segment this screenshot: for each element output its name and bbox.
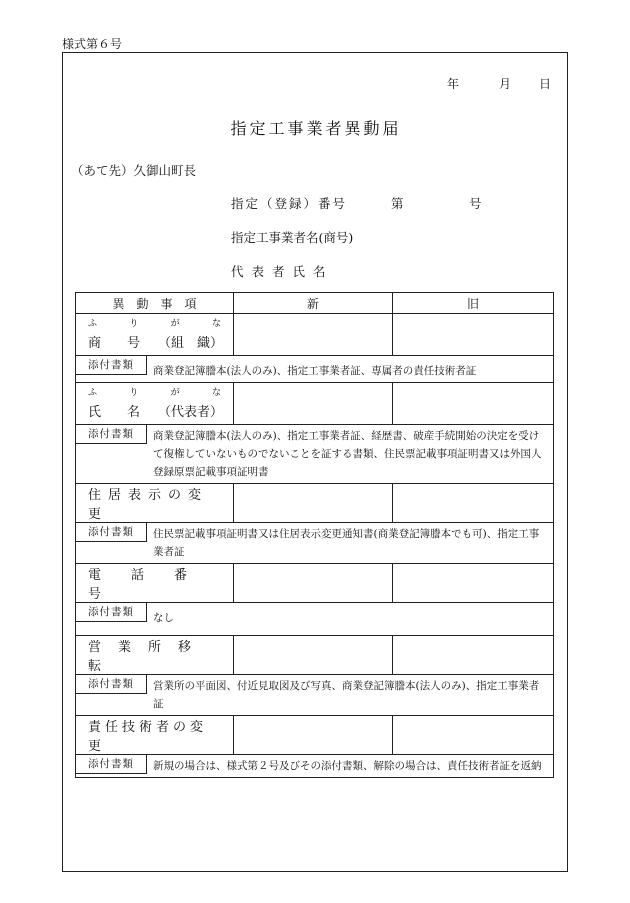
table-row — [76, 564, 554, 603]
furigana — [76, 314, 233, 329]
item-cell — [76, 564, 234, 603]
form-frame — [62, 52, 568, 872]
attachment-label: 添付書類 — [76, 425, 147, 444]
header-new: 新 — [234, 293, 393, 314]
designation-gou: 号 — [469, 196, 482, 211]
item-cell — [76, 716, 234, 755]
item-cell — [76, 383, 234, 425]
furigana-char: り — [129, 319, 139, 329]
form-title: 指定工事業者異動届 — [230, 119, 402, 138]
new-value-cell[interactable] — [234, 636, 393, 675]
header-item: 異 動 事 項 — [76, 293, 234, 314]
furigana-char: ふ — [88, 388, 98, 398]
table-row — [76, 636, 554, 675]
representative-label: 代表者氏名 — [231, 264, 334, 279]
table-row — [76, 314, 554, 356]
old-value-cell[interactable] — [393, 564, 554, 603]
furigana-char: ふ — [88, 319, 98, 329]
attachment-text: 商業登記簿謄本(法人のみ)、指定工事業者証、専属者の責任技術者証 — [153, 365, 477, 377]
furigana-char: な — [211, 388, 221, 398]
header-old: 旧 — [393, 293, 554, 314]
date-line — [447, 75, 551, 92]
date-year: 年 — [446, 77, 459, 91]
attachment-text: 商業登記簿謄本(法人のみ)、指定工事業者証、経歴書、破産手続開始の決定を受けて復権していないものでないことを証する書類、住民票記載事項証明書又は外国人登録原票記載事項証明書 — [153, 430, 542, 478]
old-value-cell[interactable] — [393, 314, 554, 356]
attachment-text: なし — [153, 612, 174, 624]
addressee: （あて先）久御山町長 — [71, 163, 197, 178]
new-value-cell[interactable] — [234, 484, 393, 523]
date-month: 月 — [498, 77, 511, 91]
item-label: 商 号 — [88, 336, 141, 351]
designation-dai: 第 — [391, 196, 404, 211]
new-value-cell[interactable] — [234, 564, 393, 603]
attachment-label: 添付書類 — [76, 603, 147, 622]
form-number: 様式第６号 — [62, 37, 123, 51]
table-header-row — [76, 293, 554, 314]
new-value-cell[interactable] — [234, 383, 393, 425]
attachment-label: 添付書類 — [76, 523, 147, 542]
old-value-cell[interactable] — [393, 383, 554, 425]
attachment-row — [76, 675, 554, 716]
item-label: 住居表示の変更 — [88, 488, 209, 522]
furigana-char: が — [170, 388, 180, 398]
furigana-char: り — [129, 388, 139, 398]
item-cell — [76, 636, 234, 675]
furigana-char: な — [211, 319, 221, 329]
date-day: 日 — [538, 77, 551, 91]
attachment-label: 添付書類 — [76, 356, 147, 375]
new-value-cell[interactable] — [234, 314, 393, 356]
attachment-row — [76, 356, 554, 383]
attachment-text: 新規の場合は、様式第２号及びその添付書類、解除の場合は、責任技術者証を返納 — [153, 760, 542, 772]
attachment-row — [76, 523, 554, 564]
item-cell — [76, 314, 234, 356]
item-label: 責任技術者の変更 — [88, 720, 208, 754]
table-row — [76, 383, 554, 425]
item-sublabel: （組 織） — [157, 336, 223, 351]
attachment-label: 添付書類 — [76, 755, 147, 774]
table-row — [76, 484, 554, 523]
designation-number-label: 指定（登録）番号 — [231, 196, 348, 211]
item-label: 氏 名 — [88, 405, 141, 420]
item-label: 電話番号 — [88, 568, 218, 602]
table-row — [76, 716, 554, 755]
furigana — [76, 383, 233, 398]
attachment-row — [76, 425, 554, 484]
attachment-row — [76, 755, 554, 778]
attachment-label: 添付書類 — [76, 675, 147, 694]
old-value-cell[interactable] — [393, 484, 554, 523]
attachment-row — [76, 603, 554, 636]
attachment-text: 住民票記載事項証明書又は住居表示変更通知書(商業登記簿謄本でも可)、指定工事業者証 — [153, 528, 540, 558]
furigana-char: が — [170, 319, 180, 329]
old-value-cell[interactable] — [393, 716, 554, 755]
item-cell — [76, 484, 234, 523]
old-value-cell[interactable] — [393, 636, 554, 675]
attachment-text: 営業所の平面図、付近見取図及び写真、商業登記簿謄本(法人のみ)、指定工事業者証 — [153, 680, 540, 710]
new-value-cell[interactable] — [234, 716, 393, 755]
item-label: 営業所移転 — [88, 640, 209, 674]
company-name-label: 指定工事業者名(商号) — [231, 230, 354, 245]
item-sublabel: （代表者） — [157, 405, 223, 420]
change-items-table — [75, 292, 554, 778]
